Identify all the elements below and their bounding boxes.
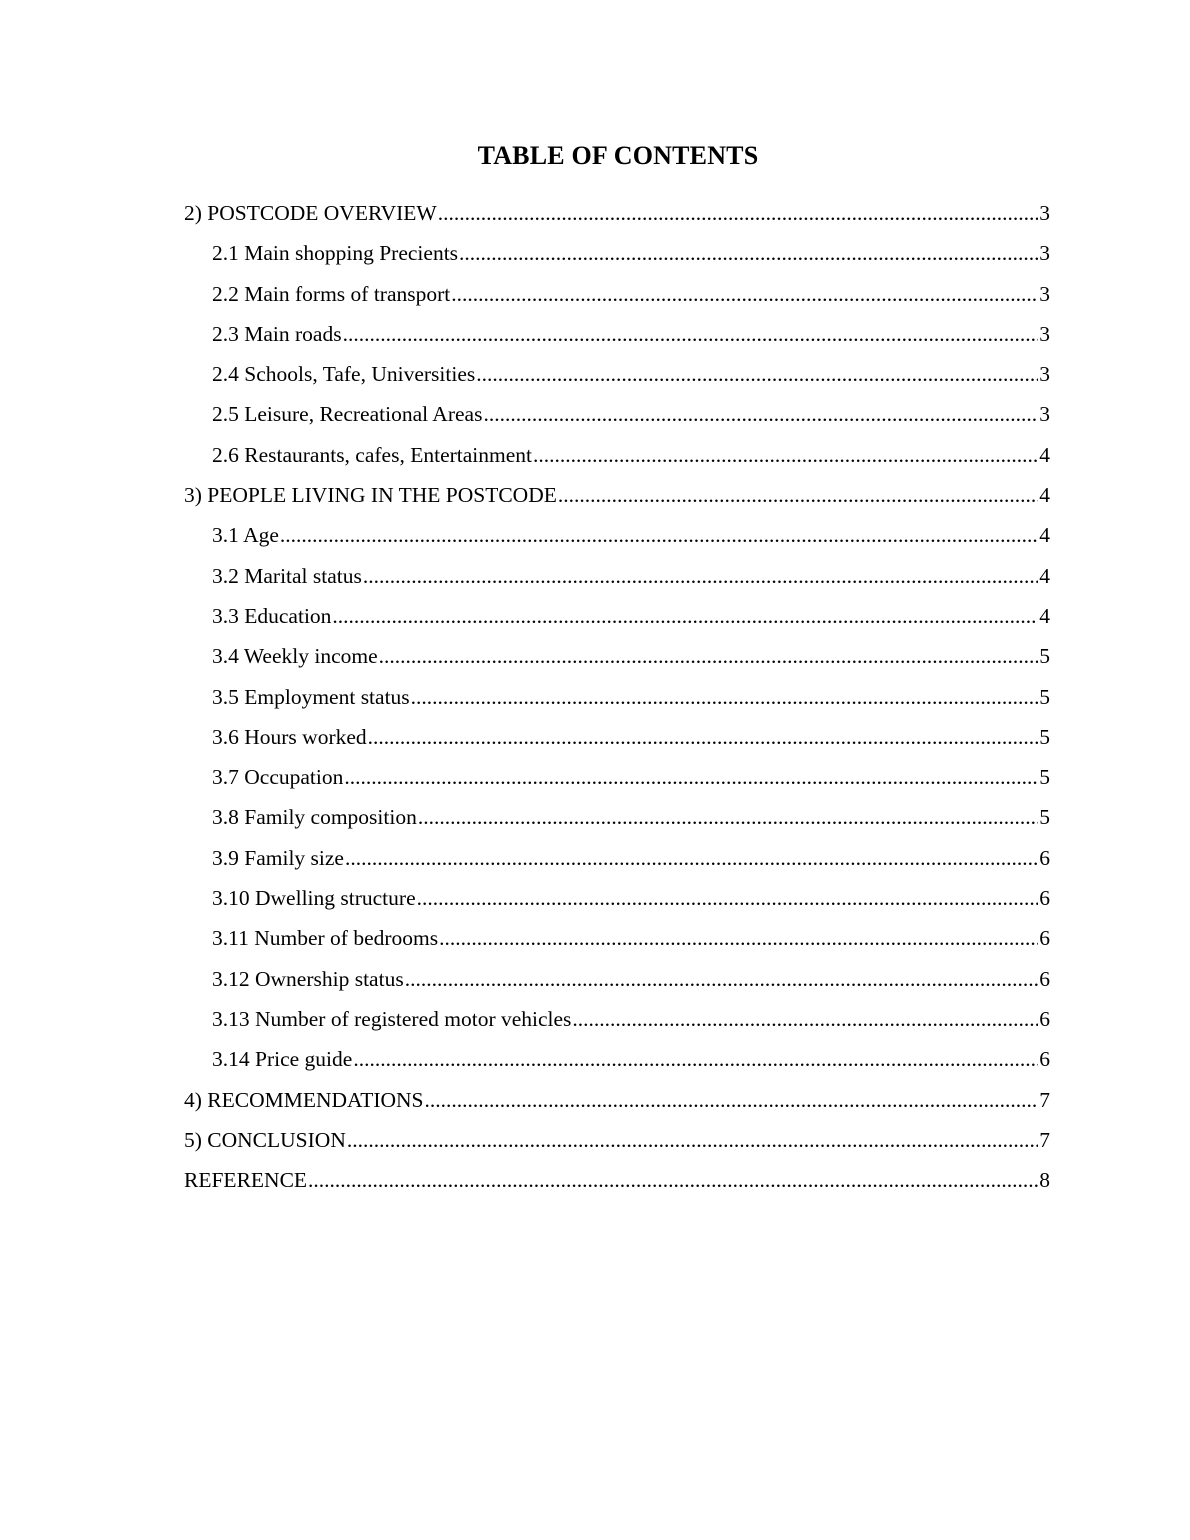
toc-entry-label: 2.3 Main roads	[212, 321, 342, 346]
toc-entry[interactable]	[184, 1043, 1050, 1083]
toc-dot-leader	[347, 1124, 1038, 1156]
toc-dot-leader	[438, 197, 1039, 229]
toc-entry-label: 2.2 Main forms of transport	[212, 281, 451, 306]
toc-entry-label: 2.1 Main shopping Precients	[212, 241, 459, 266]
toc-entry-label: 4) RECOMMENDATIONS	[184, 1087, 424, 1112]
toc-entry-label: 2.6 Restaurants, cafes, Entertainment	[212, 442, 533, 467]
toc-entry[interactable]	[184, 439, 1050, 479]
toc-entry[interactable]	[184, 963, 1050, 1003]
toc-entry[interactable]	[184, 761, 1050, 801]
toc-entry-label: 3) PEOPLE LIVING IN THE POSTCODE	[184, 483, 557, 508]
toc-entry-label: 2.4 Schools, Tafe, Universities	[212, 362, 476, 387]
toc-entry-label: 3.9 Family size	[212, 845, 344, 870]
toc-entry-page-number: 3	[1039, 201, 1050, 225]
toc-entry[interactable]	[184, 801, 1050, 841]
toc-title: TABLE OF CONTENTS	[477, 141, 759, 170]
toc-entry-page-number: 8	[1039, 1168, 1050, 1193]
toc-dot-leader	[558, 479, 1038, 511]
toc-dot-leader	[451, 278, 1038, 310]
toc-entry[interactable]	[184, 842, 1050, 882]
toc-dot-leader	[459, 237, 1038, 269]
toc-entry-page-number: 3	[1039, 402, 1050, 427]
toc-entry-page-number: 4	[1039, 523, 1050, 548]
toc-entry[interactable]	[184, 237, 1050, 277]
toc-entry-label: 3.3 Education	[212, 603, 332, 628]
toc-dot-leader	[572, 1003, 1038, 1035]
toc-entry[interactable]	[184, 479, 1050, 519]
toc-entry[interactable]	[184, 882, 1050, 922]
toc-dot-leader	[368, 721, 1039, 753]
toc-entry-label: 3.5 Employment status	[212, 684, 410, 709]
toc-entry-page-number: 6	[1039, 886, 1050, 911]
toc-dot-leader	[476, 358, 1038, 390]
toc-entry-page-number: 3	[1039, 321, 1050, 346]
toc-entry-page-number: 3	[1039, 241, 1050, 266]
toc-entry-page-number: 5	[1039, 684, 1050, 709]
toc-entry-label: 3.7 Occupation	[212, 765, 344, 790]
toc-entry[interactable]	[184, 358, 1050, 398]
toc-entry[interactable]	[184, 398, 1050, 438]
toc-entry[interactable]	[184, 922, 1050, 962]
toc-entry-label: 3.10 Dwelling structure	[212, 886, 416, 911]
toc-entry-label: 2) POSTCODE OVERVIEW	[184, 201, 437, 225]
toc-entry-page-number: 5	[1039, 765, 1050, 790]
toc-dot-leader	[417, 882, 1039, 914]
toc-dot-leader	[418, 801, 1038, 833]
toc-entry-page-number: 4	[1039, 483, 1050, 508]
toc-entry[interactable]	[184, 721, 1050, 761]
toc-entry[interactable]	[184, 640, 1050, 680]
toc-entry-page-number: 5	[1039, 805, 1050, 830]
toc-entry-label: 5) CONCLUSION	[184, 1127, 346, 1152]
toc-entry-label: 3.12 Ownership status	[212, 966, 404, 991]
toc-dot-leader	[280, 519, 1038, 551]
toc-dot-leader	[405, 963, 1039, 995]
toc-entry[interactable]	[184, 600, 1050, 640]
toc-list	[184, 197, 1050, 1204]
toc-entry[interactable]	[184, 197, 1050, 237]
toc-dot-leader	[345, 842, 1038, 874]
toc-entry-page-number: 6	[1039, 1047, 1050, 1072]
toc-entry[interactable]	[184, 560, 1050, 600]
toc-entry[interactable]	[184, 1164, 1050, 1204]
toc-entry-page-number: 7	[1039, 1127, 1050, 1152]
toc-entry[interactable]	[184, 1124, 1050, 1164]
toc-entry[interactable]	[184, 1003, 1050, 1043]
toc-dot-leader	[344, 761, 1038, 793]
toc-entry-page-number: 6	[1039, 1006, 1050, 1031]
toc-entry[interactable]	[184, 278, 1050, 318]
toc-entry-page-number: 5	[1039, 724, 1050, 749]
toc-dot-leader	[425, 1084, 1039, 1116]
toc-entry-label: 3.6 Hours worked	[212, 724, 367, 749]
toc-dot-leader	[343, 318, 1039, 350]
toc-entry[interactable]	[184, 681, 1050, 721]
toc-entry-page-number: 6	[1039, 926, 1050, 951]
toc-dot-leader	[533, 439, 1038, 471]
toc-entry[interactable]	[184, 519, 1050, 559]
toc-dot-leader	[483, 398, 1038, 430]
toc-entry-label: 3.2 Marital status	[212, 563, 362, 588]
toc-entry-page-number: 6	[1039, 966, 1050, 991]
toc-dot-leader	[411, 681, 1039, 713]
toc-entry-label: 3.13 Number of registered motor vehicles	[212, 1006, 572, 1031]
toc-entry-page-number: 3	[1039, 362, 1050, 387]
toc-entry-page-number: 4	[1039, 603, 1050, 628]
toc-entry-page-number: 5	[1039, 644, 1050, 669]
toc-entry-page-number: 4	[1039, 442, 1050, 467]
toc-dot-leader	[308, 1164, 1038, 1196]
toc-dot-leader	[353, 1043, 1038, 1075]
toc-entry-label: 2.5 Leisure, Recreational Areas	[212, 402, 483, 427]
toc-dot-leader	[439, 922, 1038, 954]
toc-entry-page-number: 7	[1039, 1087, 1050, 1112]
toc-entry-label: 3.14 Price guide	[212, 1047, 353, 1072]
toc-dot-leader	[332, 600, 1038, 632]
toc-entry-page-number: 4	[1039, 563, 1050, 588]
toc-entry-label: REFERENCE	[184, 1168, 308, 1193]
toc-dot-leader	[363, 560, 1038, 592]
toc-entry[interactable]	[184, 318, 1050, 358]
toc-entry-page-number: 3	[1039, 281, 1050, 306]
toc-entry-label: 3.4 Weekly income	[212, 644, 378, 669]
toc-entry[interactable]	[184, 1084, 1050, 1124]
toc-entry-page-number: 6	[1039, 845, 1050, 870]
toc-dot-leader	[379, 640, 1039, 672]
toc-entry-label: 3.11 Number of bedrooms	[212, 926, 439, 951]
toc-entry-label: 3.1 Age	[212, 523, 279, 548]
toc-entry-label: 3.8 Family composition	[212, 805, 417, 830]
